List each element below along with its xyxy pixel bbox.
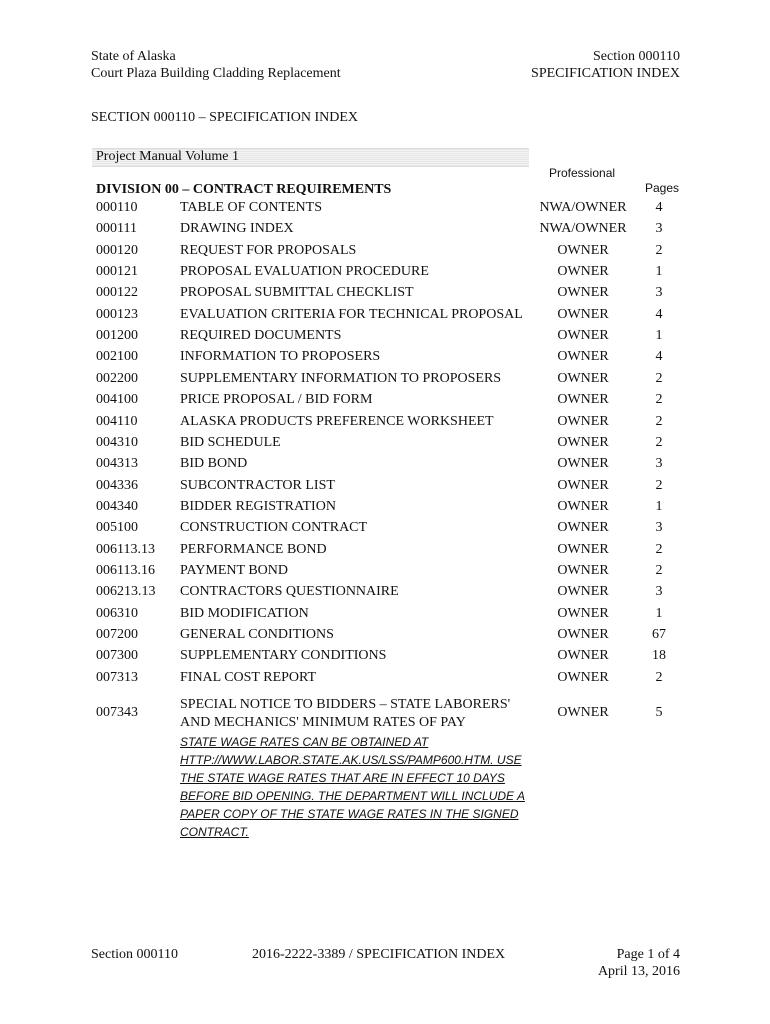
table-row (0, 243, 770, 264)
row-pages: 3 (655, 221, 663, 236)
row-section-number: 000111 (96, 221, 137, 236)
row-pages: 2 (655, 243, 663, 258)
row-section-number: 007300 (96, 648, 138, 663)
table-row (0, 520, 770, 541)
row-section-number: 006113.16 (96, 563, 155, 578)
header-doc-title: SPECIFICATION INDEX (531, 66, 680, 81)
row-pages: 5 (655, 705, 663, 720)
row-professional: OWNER (557, 670, 609, 685)
table-row (0, 478, 770, 499)
row-section-number: 006113.13 (96, 542, 155, 557)
note-line: CONTRACT. (180, 825, 249, 839)
row-professional: OWNER (557, 499, 609, 514)
row-section-number: 004110 (96, 414, 138, 429)
row-title: INFORMATION TO PROPOSERS (180, 349, 381, 364)
row-professional: OWNER (557, 328, 609, 343)
header-right (531, 48, 680, 82)
footer-date: April 13, 2016 (597, 964, 680, 979)
row-pages: 1 (655, 264, 663, 279)
wage-rates-note (180, 733, 530, 841)
row-section-number: 002100 (96, 349, 138, 364)
row-section-number: 004340 (96, 499, 138, 514)
row-professional: OWNER (557, 264, 609, 279)
row-professional: OWNER (557, 520, 609, 535)
table-row (0, 414, 770, 435)
header-left (91, 48, 341, 82)
table-row (0, 606, 770, 627)
row-title: CONTRACTORS QUESTIONNAIRE (180, 584, 399, 599)
row-title: BID MODIFICATION (180, 606, 309, 621)
table-row (0, 264, 770, 285)
column-header-pages: Pages (645, 181, 680, 195)
row-section-number: 006310 (96, 606, 138, 621)
row-title-line: AND MECHANICS' MINIMUM RATES OF PAY (180, 715, 466, 730)
row-pages: 2 (655, 542, 663, 557)
table-row (0, 542, 770, 563)
row-title: DRAWING INDEX (180, 221, 294, 236)
row-section-number: 002200 (96, 371, 138, 386)
row-title: GENERAL CONDITIONS (180, 627, 334, 642)
row-professional: OWNER (557, 456, 609, 471)
row-professional: OWNER (557, 435, 609, 450)
row-section-number: 000110 (96, 200, 138, 215)
row-professional: OWNER (557, 243, 609, 258)
row-section-number: 007343 (96, 705, 138, 720)
row-title: TABLE OF CONTENTS (180, 200, 322, 215)
table-row (0, 307, 770, 328)
table-row (0, 627, 770, 648)
row-professional: OWNER (557, 705, 609, 720)
row-pages: 1 (655, 499, 663, 514)
row-title: CONSTRUCTION CONTRACT (180, 520, 368, 535)
row-pages: 2 (655, 414, 663, 429)
row-professional: OWNER (557, 542, 609, 557)
row-pages: 2 (655, 392, 663, 407)
note-line: BEFORE BID OPENING. THE DEPARTMENT WILL INCLUDE A (180, 789, 525, 803)
row-title: PROPOSAL SUBMITTAL CHECKLIST (180, 285, 414, 300)
row-professional: OWNER (557, 307, 609, 322)
row-section-number: 005100 (96, 520, 138, 535)
table-row (0, 456, 770, 477)
note-line: THE STATE WAGE RATES THAT ARE IN EFFECT 10 DAYS (180, 771, 505, 785)
row-professional: OWNER (557, 478, 609, 493)
row-professional: OWNER (557, 606, 609, 621)
row-pages: 3 (655, 520, 663, 535)
row-title: EVALUATION CRITERIA FOR TECHNICAL PROPOSAL (180, 307, 523, 322)
header-section: Section 000110 (593, 49, 680, 64)
table-row (0, 563, 770, 584)
note-line: HTTP://WWW.LABOR.STATE.AK.US/LSS/PAMP600.HTM. USE (180, 753, 522, 767)
row-professional: OWNER (557, 285, 609, 300)
row-title (180, 696, 535, 732)
row-professional: OWNER (557, 627, 609, 642)
row-title: SUBCONTRACTOR LIST (180, 478, 335, 493)
header-agency: State of Alaska (91, 49, 176, 64)
row-pages: 1 (655, 328, 663, 343)
table-row (0, 670, 770, 691)
row-title: PAYMENT BOND (180, 563, 289, 578)
row-section-number: 004100 (96, 392, 138, 407)
row-pages: 4 (655, 349, 663, 364)
row-pages: 2 (655, 478, 663, 493)
row-title: ALASKA PRODUCTS PREFERENCE WORKSHEET (180, 414, 494, 429)
row-title: BID BOND (180, 456, 248, 471)
footer-project-title: 2016-2222-3389 / SPECIFICATION INDEX (252, 947, 506, 962)
row-title: SUPPLEMENTARY CONDITIONS (180, 648, 387, 663)
section-title: SECTION 000110 – SPECIFICATION INDEX (91, 110, 359, 125)
table-row (0, 696, 770, 736)
table-row (0, 435, 770, 456)
row-pages: 4 (655, 307, 663, 322)
table-row (0, 584, 770, 605)
table-row (0, 392, 770, 413)
row-title: PERFORMANCE BOND (180, 542, 327, 557)
table-row (0, 648, 770, 669)
row-section-number: 001200 (96, 328, 138, 343)
table-row (0, 371, 770, 392)
row-professional: OWNER (557, 371, 609, 386)
footer-right (598, 946, 680, 980)
note-line: STATE WAGE RATES CAN BE OBTAINED AT (180, 735, 429, 749)
row-title: REQUIRED DOCUMENTS (180, 328, 342, 343)
row-pages: 2 (655, 670, 663, 685)
row-title: PROPOSAL EVALUATION PROCEDURE (180, 264, 429, 279)
row-professional: OWNER (557, 563, 609, 578)
row-title: PRICE PROPOSAL / BID FORM (180, 392, 373, 407)
row-section-number: 007313 (96, 670, 138, 685)
header-project: Court Plaza Building Cladding Replacement (91, 66, 341, 81)
table-row (0, 499, 770, 520)
row-professional: OWNER (557, 414, 609, 429)
row-pages: 3 (655, 456, 663, 471)
row-professional: OWNER (557, 392, 609, 407)
row-section-number: 000123 (96, 307, 138, 322)
row-section-number: 004310 (96, 435, 138, 450)
row-pages: 18 (652, 648, 666, 663)
row-title: BID SCHEDULE (180, 435, 281, 450)
division-heading: DIVISION 00 – CONTRACT REQUIREMENTS (96, 182, 392, 197)
note-line: PAPER COPY OF THE STATE WAGE RATES IN THE SIGNED (180, 807, 519, 821)
row-section-number: 004336 (96, 478, 138, 493)
column-header-professional: Professional (549, 166, 616, 180)
row-title: FINAL COST REPORT (180, 670, 317, 685)
row-pages: 2 (655, 563, 663, 578)
row-professional: OWNER (557, 349, 609, 364)
row-professional: NWA/OWNER (539, 221, 627, 236)
row-pages: 1 (655, 606, 663, 621)
row-pages: 67 (652, 627, 666, 642)
footer-page-number: Page 1 of 4 (616, 947, 680, 962)
table-row (0, 221, 770, 242)
row-section-number: 004313 (96, 456, 138, 471)
table-row (0, 349, 770, 370)
row-section-number: 000122 (96, 285, 138, 300)
row-section-number: 000121 (96, 264, 138, 279)
row-title: SUPPLEMENTARY INFORMATION TO PROPOSERS (180, 371, 502, 386)
table-row (0, 328, 770, 349)
row-title: REQUEST FOR PROPOSALS (180, 243, 357, 258)
volume-label: Project Manual Volume 1 (96, 149, 239, 164)
footer-section: Section 000110 (91, 947, 178, 962)
row-pages: 4 (655, 200, 663, 215)
row-pages: 2 (655, 435, 663, 450)
row-section-number: 000120 (96, 243, 138, 258)
table-row (0, 200, 770, 221)
row-pages: 2 (655, 371, 663, 386)
row-pages: 3 (655, 285, 663, 300)
row-section-number: 007200 (96, 627, 138, 642)
row-pages: 3 (655, 584, 663, 599)
row-professional: OWNER (557, 584, 609, 599)
row-professional: OWNER (557, 648, 609, 663)
table-row (0, 285, 770, 306)
row-section-number: 006213.13 (96, 584, 156, 599)
row-title: BIDDER REGISTRATION (180, 499, 336, 514)
row-professional: NWA/OWNER (539, 200, 627, 215)
row-title-line: SPECIAL NOTICE TO BIDDERS – STATE LABORERS' (180, 697, 511, 712)
